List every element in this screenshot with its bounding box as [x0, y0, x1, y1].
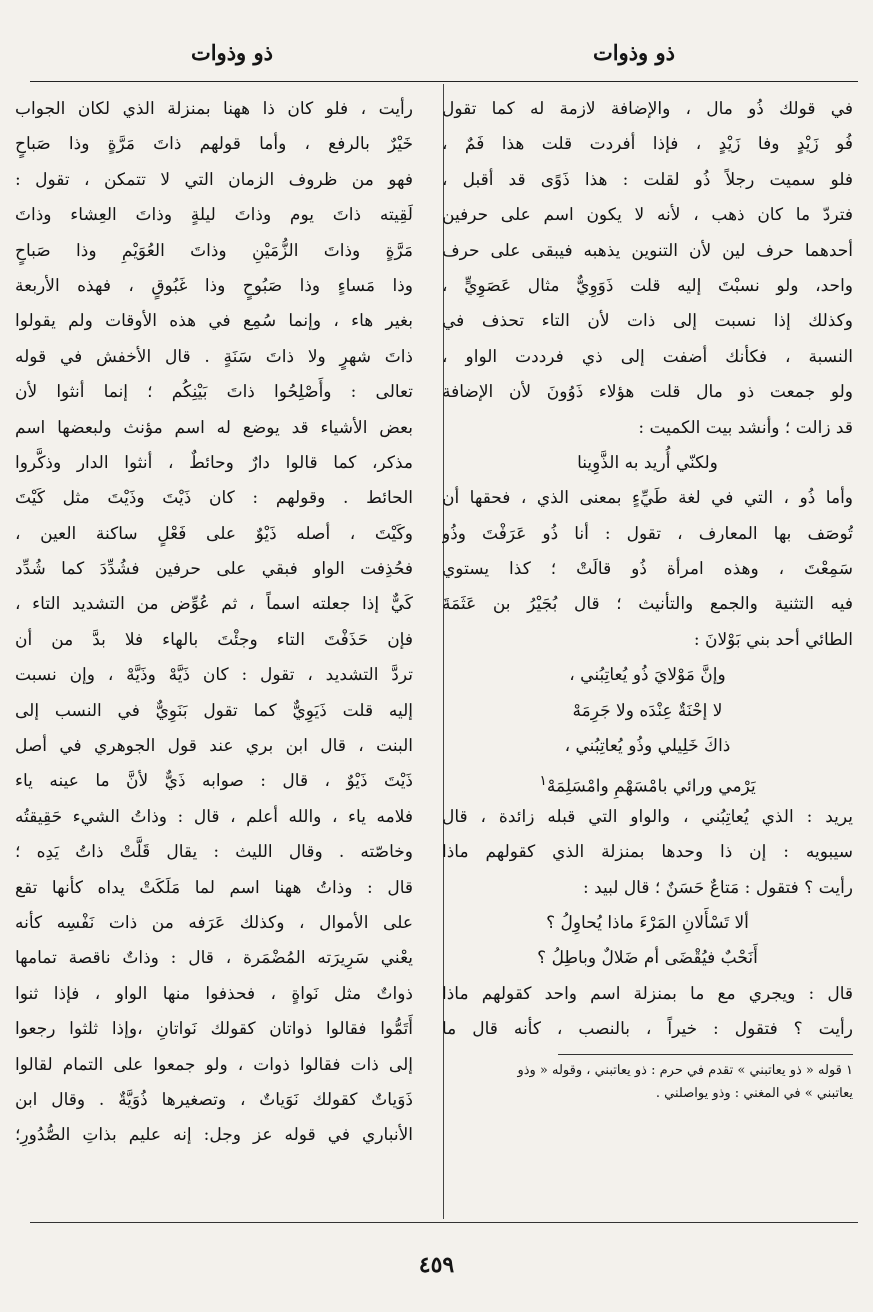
text-line: سَمِعْتَ ، وهذه امرأة ذُو قالَتْ ؛ كذا يستوي [442, 559, 853, 580]
text-line: بغير هاء ، وإنما سُمِع في هذه الأوقات ولم يقولوا [15, 311, 413, 332]
text-line: الطائي أحد بني بَوْلانَ : [693, 629, 853, 650]
footnote-line: ١ قوله « ذو يعاتبني » تقدم في حرم : ذو يعاتبني ، وقوله « وذو [517, 1062, 853, 1078]
text-line: وأما ذُو ، التي في لغة طَيِّءٍ بمعنى الذي ، فحقها أن [442, 488, 853, 509]
text-line: ذواتٌ مثل نَواةٍ ، فحذفوا منها الواو ، فإذا ثنوا [15, 983, 413, 1004]
text-line: رأيت ؟ فتقول : خيراً ، بالنصب ، كأنه قال ما [442, 1019, 853, 1040]
text-line: قال : وذاتُ ههنا اسم لما مَلَكَتْ يداه كأنها تقع [15, 877, 413, 898]
footer-rule [30, 1222, 858, 1223]
text-line: بعض الأشياء قد يوضع له اسم مؤنث ولبعضها اسم [15, 417, 413, 438]
text-line: لَقِيته ذاتَ يوم وذاتَ ليلةٍ وذاتَ العِشاء وذاتَ [15, 205, 413, 226]
page-number: ٤٥٩ [418, 1252, 455, 1278]
text-line: فإن حَذَفْتَ التاء وجئْتَ بالهاء فلا بدَّ من أن [15, 629, 413, 650]
text-line: سيبويه : إن ذا وحدها بمنزلة الذي كقولهم ماذا [442, 842, 853, 863]
verse-line: وإنَّ مَوْلايَ ذُو يُعاتِبُني ، [569, 665, 726, 686]
text-line: تعالى : وأَصْلِحُوا ذاتَ بَيْنِكُم ؛ إنما أنثوا لأن [15, 382, 413, 403]
text-line: قد زالت ؛ وأنشد بيت الكميت : [638, 417, 853, 438]
text-line: واحد، ولو نسبْتَ إليه قلت ذَوَوِيٌّ مثال عَصَوِيٍّ ، [442, 275, 853, 296]
text-line: فلامه ياء ، والله أعلم ، قال : وذاتُ الشيء حَقِيقتُه [15, 806, 413, 827]
text-line: فُو زَيْدٍ وفا زَيْدٍ ، فإذا أفردت قلت هذا فَمٌ ، [442, 134, 853, 155]
text-line: مَرَّةٍ وذاتَ الزُّمَيْنِ وذاتَ العُوَيْمِ وذا صَباحٍ [15, 240, 413, 261]
text-line: ذَوَياتٌ كقولك نَوَياتٌ ، وتصغيرها ذُوَيَّةٌ . وقال ابن [15, 1089, 413, 1110]
left-column [15, 92, 413, 1154]
text-line: البنت ، قال ابن بري عند قول الجوهري في أصل [15, 736, 413, 757]
text-line: ولو جمعت ذو مال قلت هؤلاء ذَوُونَ لأن الإضافة [442, 382, 853, 403]
text-line: فيه التثنية والجمع والتأنيث ؛ قال بُجَيْرُ بن عَثَمَةَ [442, 594, 853, 615]
verse-line: ألا تَسْأَلانِ المَرْءَ ماذا يُحاوِلُ ؟ [546, 912, 749, 933]
text-line: ذاتَ شهرٍ ولا ذاتَ سَنَةٍ . قال الأخفش في قوله [15, 346, 413, 367]
verse-line: أَنَحْبٌ فيُقْضَى أم ضَلالٌ وباطِلُ ؟ [537, 948, 758, 969]
header-rule [30, 81, 858, 82]
text-line: ذَيْتَ ذَيْوٌ ، قال : صوابه ذَيٌّ لأنَّ ما عينه ياء [15, 771, 413, 792]
text-line: فلو سميت رجلاً ذُو لقلت : هذا ذَوًى قد أقبل ، [442, 169, 853, 190]
text-line: أحدهما حرف لين لأن التنوين يذهبه فيبقى على حرف [442, 240, 853, 261]
text-line: يعْني سَرِيرَته المُضْمَرة ، قال : وذاتٌ ناقصة تمامها [15, 948, 413, 969]
text-line: إليه قلت ذَيَوِيٌّ كما تقول بَنَوِيٌّ في النسب إلى [15, 700, 413, 721]
footnote-rule [558, 1054, 853, 1055]
text-line: قال : ويجري مع ما بمنزلة اسم واحد كقولهم ماذا [442, 983, 853, 1004]
text-line: أَتَمُّوا فقالوا ذواتان كقولك نَواتانِ ،وإذا ثلثوا رجعوا [15, 1019, 413, 1040]
running-header-right: ذو وذوات [592, 40, 675, 65]
text-line: على الأموال ، وكذلك عَرَفه من ذات نَفْسِه كأنه [15, 912, 413, 933]
text-line: كَيٌّ إذا جعلته اسماً ، ثم عُوِّض من التشديد التاء ، [15, 594, 413, 615]
verse-line: ذاكَ خَلِيلي وذُو يُعاتِبُني ، [564, 736, 731, 757]
text-line: خَيْرٌ بالرفع ، وأما قولهم ذاتَ مَرَّةٍ وذا صَباحٍ [15, 134, 413, 155]
text-line: النسبة ، فكأنك أضفت إلى ذي فرددت الواو ، [442, 346, 853, 367]
verse-line [442, 764, 853, 799]
text-line: وكَيْتَ ، أصله ذَيْوٌ على فَعْلٍ ساكنة العين ، [15, 523, 413, 544]
footnote-line: يعاتبني » في المغني : وذو يواصلني . [655, 1085, 853, 1101]
text-line: وكذلك إذا نسبت إلى ذات لأن التاء تحذف في [442, 311, 853, 332]
right-column [442, 92, 853, 1105]
text-line: رأيت ، فلو كان ذا ههنا بمنزلة الذي لكان الجواب [15, 99, 413, 119]
text-line: رأيت ؟ فتقول : مَتاعٌ حَسَنٌ ؛ قال لبيد : [582, 877, 853, 898]
text-line: الحائط . وقولهم : كان ذَيْتَ وذَيْتَ مثل كَيْتَ [15, 488, 413, 509]
running-header-left: ذو وذوات [190, 40, 273, 65]
text-line: تردَّ التشديد ، تقول : كان ذَيَّهْ وذَيَّهْ ، وإن نسبت [15, 665, 413, 686]
text-line: فهو من ظروف الزمان التي لا تتمكن ، تقول : [15, 169, 413, 190]
verse-text: يَرْمي ورائي بامْسَهْمِ وامْسَلِمَهْ [546, 777, 756, 798]
text-line: تُوصَف بها المعارف ، تقول : أنا ذُو عَرَفْتَ وذُو [442, 523, 853, 544]
text-line: مذكر، كما قالوا دارٌ وحائطٌ ، أنثوا الدار وذكَّروا [15, 452, 413, 473]
text-line: إلى ذات فقالوا ذوات ، ولو جمعوا على التمام لقالوا [15, 1054, 413, 1075]
verse-line: ولكنّي أُريد به الذَّوِينا [577, 452, 718, 473]
footnote-marker: ١ [539, 773, 547, 790]
text-line: فتردّ ما كان ذهب ، لأنه لا يكون اسم على حرفين [442, 205, 853, 226]
text-line: الأنباري في قوله عز وجل: إنه عليم بذاتِ الصُّدُورِ؛ [15, 1125, 413, 1146]
text-line: وذا مَساءٍ وذا صَبُوحٍ وذا غَبُوقٍ ، فهذه الأربعة [15, 275, 413, 296]
verse-line: لا إحْنَةٌ عِنْدَه ولا جَرِمَهْ [572, 700, 723, 721]
text-line: يريد : الذي يُعاتِبُني ، والواو التي قبله زائدة ، قال [442, 806, 853, 827]
text-line: في قولك ذُو مال ، والإضافة لازمة له كما تقول [442, 99, 853, 119]
text-line: فحُذِفت الواو فبقي على حرفين فشُدِّدَ كما شُدِّد [15, 559, 413, 580]
text-line: وخاصّته . وقال الليث : يقال قَلَّتْ ذاتُ يَدِه ؛ [15, 842, 413, 863]
